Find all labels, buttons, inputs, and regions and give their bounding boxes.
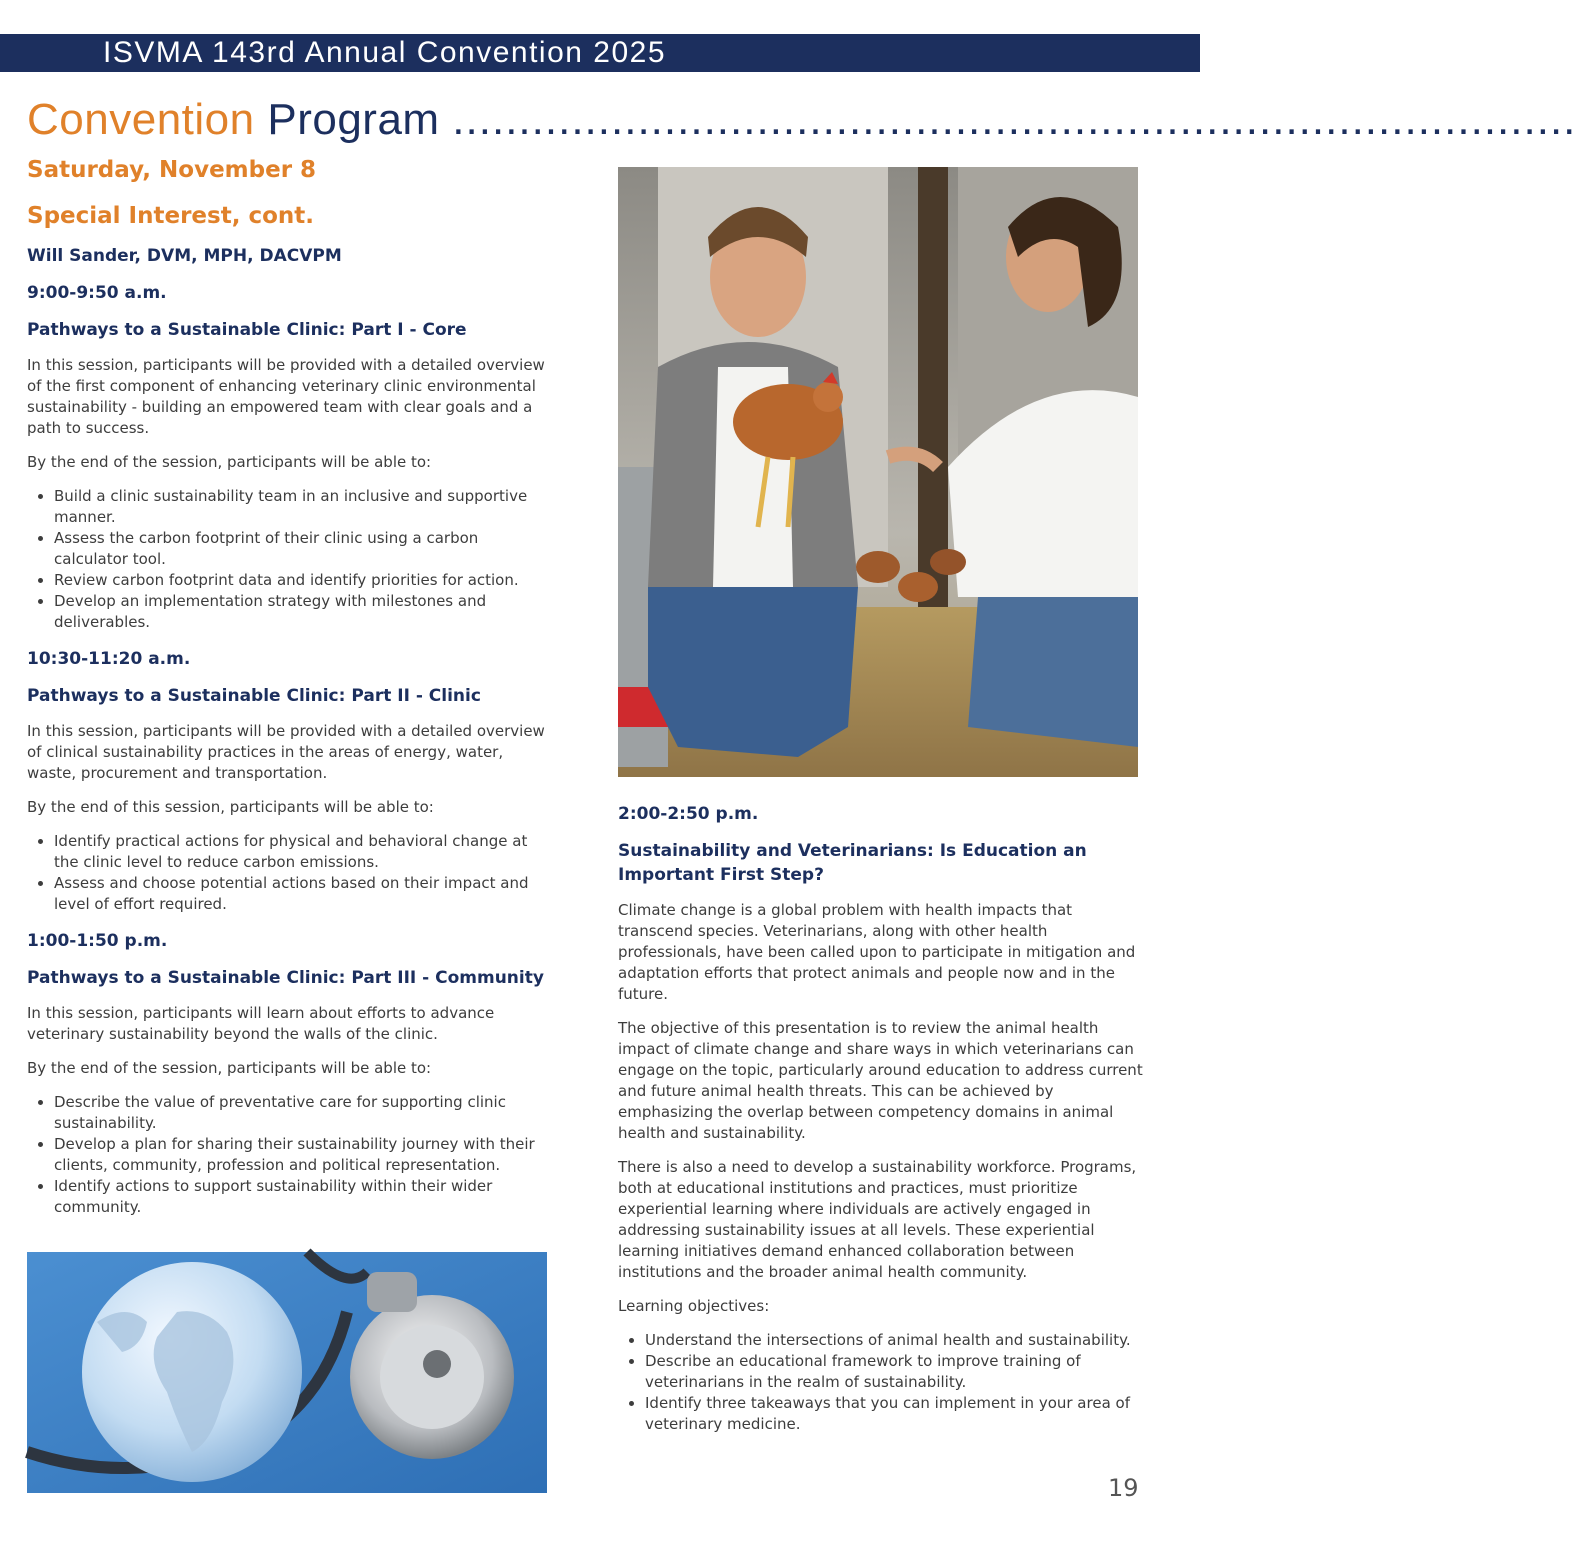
page-title-dots: ..................................................................................... [452,95,1576,144]
session-bullets [27,831,552,915]
session-time: 2:00-2:50 p.m. [618,804,759,824]
session-description: In this session, participants will be provided with a detailed overview of the first component of enhancing veterinary clinic environmental sustainability - building an empowered team with clear goals and a path to success. [27,356,545,437]
speaker-name: Will Sander, DVM, MPH, DACVPM [27,246,342,266]
bullet-item: • Assess and choose potential actions based on their impact and level of effort required. [54,873,552,915]
session-intro: By the end of the session, participants will be able to: [27,453,432,471]
bullet-item: • Develop a plan for sharing their sustainability journey with their clients, community, profession and political representation. [54,1134,552,1176]
objectives-bullets [618,1330,1143,1435]
bullet-item: • Identify practical actions for physical and behavioral change at the clinic level to reduce carbon emissions. [54,831,552,873]
header-band [0,34,1200,72]
bullet-item: • Develop an implementation strategy with milestones and deliverables. [54,591,552,633]
left-column [27,152,552,1232]
farm-photo [618,167,1138,777]
session-description: In this session, participants will be provided with a detailed overview of clinical sustainability practices in the areas of energy, water, waste, procurement and transportation. [27,722,545,782]
bullet-item: • Describe the value of preventative care for supporting clinic sustainability. [54,1092,552,1134]
page-title [27,95,1576,146]
session-intro: By the end of this session, participants will be able to: [27,798,434,816]
session-title: Pathways to a Sustainable Clinic: Part III - Community [27,968,544,988]
session-time: 9:00-9:50 a.m. [27,283,167,303]
session-title: Pathways to a Sustainable Clinic: Part II - Clinic [27,686,481,706]
bullet-item: • Understand the intersections of animal health and sustainability. [645,1330,1143,1351]
session-title: Sustainability and Veterinarians: Is Education an Important First Step? [618,841,1087,885]
session-block [27,929,552,1218]
session-intro: By the end of the session, participants will be able to: [27,1059,432,1077]
header-title: ISVMA 143rd Annual Convention 2025 [103,36,667,69]
session-paragraph: The objective of this presentation is to review the animal health impact of climate change and share ways in which veterinarians can engage on the topic, particularly around education to address current and future animal health threats. This can be achieved by emphasizing the overlap between competency domains in animal health and sustainability. [618,1019,1143,1142]
session-description: In this session, participants will learn about efforts to advance veterinary sustainability beyond the walls of the clinic. [27,1004,495,1043]
objectives-label: Learning objectives: [618,1297,770,1315]
page-number: 19 [1108,1474,1139,1502]
section-heading: Special Interest, cont. [27,203,314,229]
session-block [27,281,552,633]
bullet-item: • Identify three takeaways that you can implement in your area of veterinary medicine. [645,1393,1143,1435]
page-title-word2: Program [267,95,440,144]
bullet-item: • Describe an educational framework to improve training of veterinarians in the realm of sustainability. [645,1351,1143,1393]
session-block [27,647,552,915]
program-date: Saturday, November 8 [27,157,317,183]
session-title: Pathways to a Sustainable Clinic: Part I - Core [27,320,467,340]
session-bullets [27,486,552,633]
globe-stethoscope-photo [27,1252,547,1493]
bullet-item: • Build a clinic sustainability team in an inclusive and supportive manner. [54,486,552,528]
session-paragraph: There is also a need to develop a sustainability workforce. Programs, both at educational institutions and practices, must prioritize experiential learning where individuals are actively engaged in addressing sustainability issues at all levels. These experiential learning initiatives demand enhanced collaboration between institutions and the broader animal health community. [618,1158,1137,1281]
right-column [618,802,1143,1449]
bullet-item: • Review carbon footprint data and identify priorities for action. [54,570,552,591]
session-paragraph: Climate change is a global problem with health impacts that transcend species. Veterinarians, along with other health professionals, have been called upon to participate in mitigation and adaptation efforts that protect animals and people now and in the future. [618,901,1136,1003]
page-title-word1: Convention [27,95,255,144]
session-time: 10:30-11:20 a.m. [27,649,191,669]
session-bullets [27,1092,552,1218]
session-time: 1:00-1:50 p.m. [27,931,168,951]
bullet-item: • Identify actions to support sustainability within their wider community. [54,1176,552,1218]
bullet-item: • Assess the carbon footprint of their clinic using a carbon calculator tool. [54,528,552,570]
